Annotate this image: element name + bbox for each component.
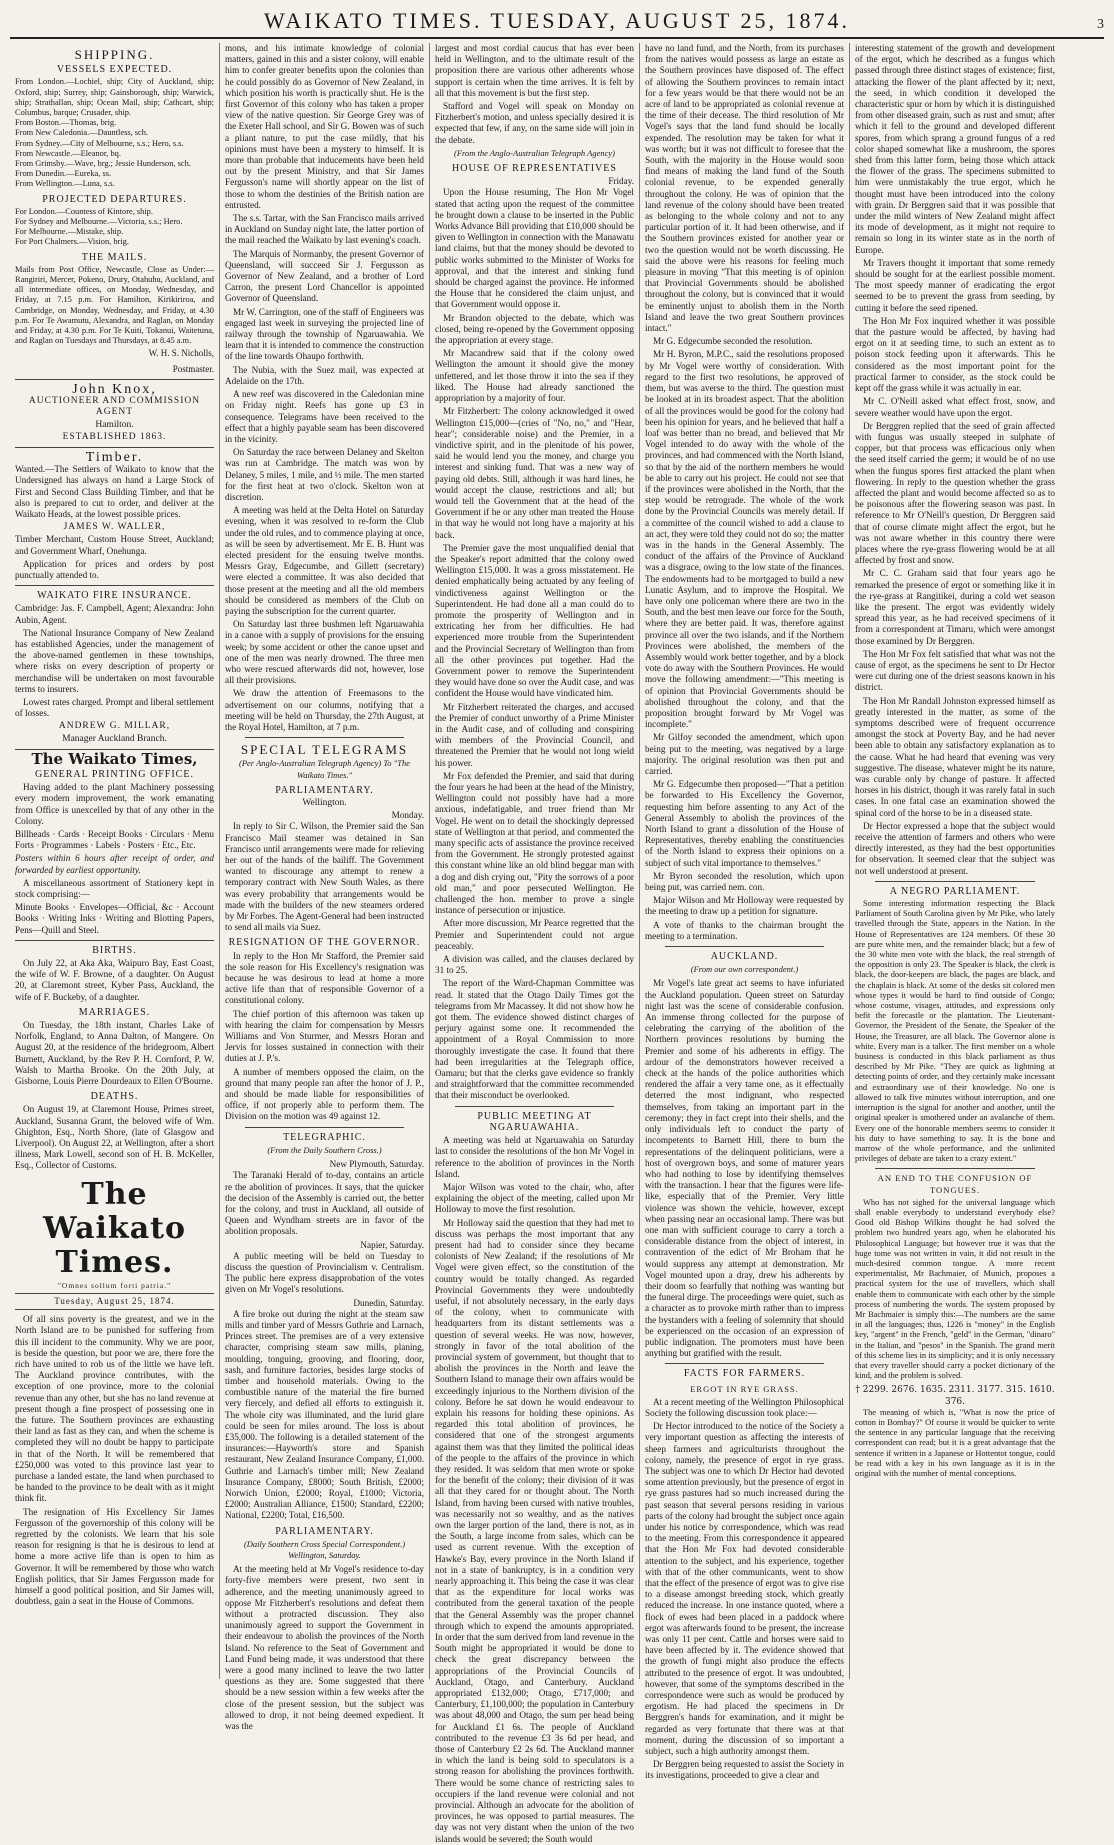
paragraph: A fire broke out during the night at the steam saw mills and timber yard of Messrs Guthrie and Larnach, Princes street. The premises are of a very extensive character, comprising steam saw mills, planing, moulding, tonguing, grooving, and flooring, door, sash, and furniture factories, besides large stocks of timber and household materials. Owing to the combustible nature of the material the fire burned very fiercely, and defied all efforts to extinguish it. The whole city was illuminated, and the lurid glare could be seen for miles around. The loss is about £35,000. The following is a detailed statement of the insurances:—Hayworth's store and Spanish restaurant, New Zealand Insurance Company, £1,000. Guthrie and Larnach's timber mill; New Zealand Insurance Company, £8000; South British, £2000; Norwich Union, £2000; Royal, £1000; Victoria, £2000; Australian Alliance, £1500; Standard, £2200; National, £2200; Total, £16,500. [225, 1308, 424, 1521]
paragraph: Major Wilson and Mr Holloway were requested by the meeting to draw up a petition for signature. [645, 895, 844, 917]
paragraph: Mr Macandrew said that if the colony owed Wellington the amount it should give the money unfettered, and let those throw it into the sea if they liked. The House had already sanctioned the appropriation by a majority of four. [435, 348, 634, 404]
millar-title: Manager Auckland Branch. [62, 733, 167, 744]
dateline: Napier, Saturday. [360, 1239, 424, 1250]
paragraph: Mr Byron seconded the resolution, which upon being put, was carried nem. con. [645, 870, 844, 893]
printing-text: Having added to the plant Machinery possessing every modern improvement, the work emanating from Office is unexcelled by that of any other in the Colony. [15, 782, 214, 826]
column-2 [220, 43, 430, 1732]
divider [15, 585, 214, 586]
paragraph: Dr Hector expressed a hope that the subject would receive the attention of farmers and others who were directly interested, as they had the best opportunities for observation. It seemed clear that the subject was not well understood at present. [855, 820, 1055, 876]
printing-items: Billheads · Cards · Receipt Books · Circulars · Menu Forts · Programmes · Labels · Posters · Etc., Etc. [15, 829, 214, 851]
paragraph: The s.s. Tartar, with the San Francisco mails arrived in Auckland on Sunday night late, the latter portion of the mail reached the Waikato by last evening's coach. [225, 213, 424, 246]
column-3 [430, 43, 640, 1844]
paragraph: A meeting was held at the Delta Hotel on Saturday evening, when it was resolved to re-form the Club under the old rules, and to commence playing at once, as will be seen by advertisement. Mr E. B. Hunt was elected president for the ensuing twelve months. Messrs Gray, Edgecumbe, and Gillett (secretary) were elected a committee. It was also decided that those present at the meeting and all the old members should be considered as members of the Club on paying the subscription for the current quarter. [225, 505, 424, 616]
auckland-sub: (From our own correspondent.) [690, 964, 799, 975]
auckland-heading: AUCKLAND. [710, 951, 779, 963]
waller-text: Timber Merchant, Custom House Street, Auckland; and Government Wharf, Onehunga. [15, 534, 214, 556]
columns [10, 43, 1104, 1844]
dateline: Friday. [608, 176, 634, 187]
list-item: From Sydney.—City of Melbourne, s.s.; Hero, s.s. [15, 138, 184, 148]
leader-paragraph: The resignation of His Excellency Sir James Fergusson of the governorship of this colony will be regretted by the colonists. We learn that his sole reason for resigning is that he is desirous to lend at home a more active life than is open to him as Governor. It will be remembered by those who watch English politics, that Sir James Fergusson made for himself a good political position, and Sir James will, doubtless, gain a seat in the House of Commons. [15, 1506, 214, 1607]
shipping-heading: SHIPPING. [74, 47, 155, 62]
paragraph: Mr Fox defended the Premier, and said that during the four years he had been at the head of the Ministry, Wellington could not possibly have had a more anxious, indefatigable, and truer friend than Mr Vogel. He went on to detail the shockingly depressed state of Wellington at that period, and commented the many specific acts of assistance the province received from the Government. He strongly protested against this constant whine like an old blind beggar man with a dog and dish crying out, "Pity the sorrows of a poor old man," and poor persecuted Wellington. He challenged the hon. member to prove a single instance of persecution or injustice. [435, 770, 634, 916]
postmaster-name: W. H. S. Nicholls, [148, 348, 214, 359]
paper-date: Tuesday, August 25, 1874. [15, 1293, 214, 1310]
divider [15, 379, 214, 380]
list-item: For Melbourne.—Mistake, ship. [15, 227, 124, 237]
paragraph: Mr G. Edgecumbe then proposed—"That a petition be forwarded to His Excellency the Governor, requesting him before assenting to any Act of the General Assembly to abolish the provinces of the North Island to grant a dissolution of the House of Representatives, thereby enabling the constituencies of the North Island to express their opinions on a subject of such vital importance to themselves." [645, 779, 844, 868]
list-item: From Wellington.—Luna, s.s. [15, 179, 115, 189]
divider [875, 881, 1035, 882]
paragraph: Mr Holloway said the question that they had met to discuss was perhaps the most important that any present had had to consider since they became colonists of New Zealand; if the resolutions of Mr Vogel were given effect, so the constitution of the country would be totally changed. As regarded Provincial Governments they were undoubtedly useful, if not absolutely necessary, in the early days of the colony, when to communicate with headquarters from its distant settlements was a question of several weeks. He was now, however, strongly in favor of the total abolition of the provincial system of government, but thought that to abolish the provinces in the North and leave the Southern Island to manage their own affairs would be exceedingly injurious to the Northern division of the colony. Before he sat down he would endeavour to explain his reasons for holding these opinions. As regarded this total abolition of provinces, he considered that one of the strongest arguments against them was that they limited the political ideas of the people to the affairs of the province in which they resided. It was seldom that men wrote or spoke for the benefit of the colony; their division of it was all that they cared for or thought about. The North Island, from having been cursed with native troubles, was necessarily not so wealthy, and as the natives own the larger portion of the land, there is not, as in the South, a large income from sales, which can be used as current revenue. With the exception of Hawke's Bay, every province in the North Island if not in a state of bankruptcy, is in a condition very nearly approaching it. This being the case it was clear that as the expenditure for local works was contributed from the general taxation of the people that the General Assembly was the proper channel through which to expend the amounts appropriated. In order that the sum derived from land revenue in the South might be appropriated it would be done to check the great discrepancy between the appropriations of the Provincial Councils of Auckland, Otago, and Canterbury. Auckland appropriated £132,000; Otago, £717,000; and Canterbury, £1,100,000; the population in Canterbury was about 48,000 and Otago, the sum per head being for Auckland £1 6s. The people of Auckland contributed to the revenue £3 3s 6d per head, and those of Canterbury £2 2s 6d. The Auckland manner in which the land is being sold to speculators is a strong reason for abolishing the provinces forthwith. There would be some chance of restricting sales to occupiers if the land revenue were colonial and not provincial. Although an advocate for the abolition of provinces, he was opposed to partial measures. The day was not very distant when the union of the two islands would be severed; the South would [435, 1217, 634, 1844]
paragraph: Dr Berggren being requested to assist the Society in its investigations, proceeded to give a clear and [645, 1759, 844, 1781]
dateline: New Plymouth, Saturday. [329, 1159, 424, 1170]
list-item: From Newcastle.—Eleanor, bq. [15, 148, 121, 158]
departures-heading: PROJECTED DEPARTURES. [42, 193, 187, 205]
paragraph: largest and most cordial caucus that has ever been held in Wellington, and to the ultimate result of the proposition there are various other adherents whose support is certain when the time arrives. It is felt by all that this movement is but the first step. [435, 43, 634, 98]
paragraph: In reply to the Hon Mr Stafford, the Premier said the sole reason for His Excellency's resignation was because he was desirous to lead at home a more active life than that of responsible Governor of a constitutional colony. [225, 950, 424, 1006]
paragraph: A vote of thanks to the chairman brought the meeting to a termination. [645, 919, 844, 941]
vessels-heading: VESSELS EXPECTED. [56, 64, 173, 76]
fire-note: Lowest rates charged. Prompt and liberal settlement of losses. [15, 696, 214, 719]
paper-motto: "Omnes sollum forti patria." [57, 1280, 172, 1290]
paragraph: On Saturday the race between Delaney and Skelton was run at Cambridge. The match was won by Delaney, 5 miles, 1 mile, and ½ mile. The men started for the first heat at two o'clock. Skelton won at discretion. [225, 447, 424, 502]
number-code: † 2299. 2676. 1635. 2311. 3177. 315. 1610. 376. [855, 1385, 1055, 1407]
telegrams-sub: (Per Anglo-Australian Telegraph Agency) To "The Waikato Times." [239, 758, 410, 780]
paper-title: The Waikato Times. [42, 1176, 186, 1280]
negro-parliament-heading: A NEGRO PARLIAMENT. [889, 885, 1021, 897]
divider [455, 1106, 614, 1107]
knox-trade: AUCTIONEER AND COMMISSION AGENT [28, 396, 201, 418]
births-heading: BIRTHS. [92, 944, 137, 956]
paragraph: Mr H. Byron, M.P.C., said the resolutions proposed by Mr Vogel were worthy of consideration. With regard to the first two resolutions, he approved of them, but was averse to the third. The question must be looked at in its broadest aspect. That the abolition of all the provinces would be good for the colony had been his opinion for years, and he believed that half a loaf was better than no bread, and believed that Mr Vogel intended to do away with the whole of the provinces, and had commenced with the North Island, so that by the aid of the northern members he would be able to carry out his project. He could not see that if the provinces were abolished in the North, that the step would be retrograde. The whole of the work done by the Provincial Councils was merely detail. If a committee of the council wished to add a clause to an act, they were told they could not do so; the matter was in the hands in the General Assembly. The conduct of the affairs of the Province of Auckland was a disgrace, owing to the low state of the finances. The endowments had to be mortgaged to build a new Lunatic Asylum, and to improve the Hospital. We have only one policeman where there are two in the South, and the best men leave our force for the South, where they are better paid. It was, therefore against province all over the two islands, and if the Northern Provinces were abolished, the members of the Assembly would work better together, and by a block vote do away with the Southern Provinces. He would move the following amendment:—"This meeting is of opinion that Provincial Governments should be abolished throughout the colony, and that the proposition brought forward by Mr Vogel was incomplete." [645, 349, 844, 730]
divider [15, 940, 214, 941]
list-item: From London.—Lochiel, ship; City of Auckland, ship; Oxford, ship; Surrey, ship; Gainsborough, ship; Warwick, ship; Strathallan, ship; Ocean Mail, ship; Cathcart, ship; Columbus, barque; Crusader, ship. [15, 77, 214, 118]
tongues-heading: AN END TO THE CONFUSION OF TONGUES. [877, 1173, 1033, 1195]
paragraph: The report of the Ward-Chapman Committee was read. It stated that the Otago Daily Times got the telegrams from Mr Macassey. It did not show how he got them. The evidence showed distinct charges of perjury against some one. It recommended the appointment of a Royal Commission to more thoroughly investigate the case. It found that there had been irregularities at the Telegraph office, Oamaru; but that the clerks gave evidence so frankly and straightforward that the committee recommended that their misconduct be overlooked. [435, 978, 634, 1101]
mails-text: Mails from Post Office, Newcastle, Close as Under:— Rangiriri, Mercer, Pokeno, Drury, Otahuhu, Auckland, and all intermediate offices, on Monday, Wednesday, and Friday, at 7.15 p.m. For Hamilton, Kirikiriroa, and Cambridge, on Monday, Wednesday, and Friday, at 4.30 p.m. For Te Awamutu, Alexandra, and Raglan, on Monday and Friday, at 4.30 p.m. For Te Kuiti, Tokanui, Waitetuna, and Raglan on Tuesdays and Thursdays, at 8.45 a.m. [15, 264, 214, 346]
timber-heading: Timber. [85, 449, 144, 465]
paragraph: Mr C. C. Graham said that four years ago he remarked the presence of ergot or something like it in the rye-grass at Rangitikei, during a cold wet season like the present. The ergot was evidently widely spread this year, as he had received specimens of it from a correspondent at Timaru, which were amongst those examined by Dr Berggren. [855, 568, 1055, 646]
deaths-text: On August 19, at Claremont House, Primes street, Auckland, Susanna Grant, the beloved wife of Wm. Ghighton, Esq., North Shore, (late of Glasgow and Liverpool). On August 22, at Wellington, after a short illness, Mark Lowell, second son of H. B. McKeller, Esq., Collector of Customs. [15, 1104, 214, 1171]
paragraph: On Saturday last three bushmen left Ngaruawahia in a canoe with a supply of provisions for the ensuing week; by some accident or other the canoe upset and one of the men was nearly drowned. The three men who were rescued afterwards did not, however, lose all their provisions. [225, 619, 424, 686]
paragraph: Stafford and Vogel will speak on Monday on Fitzherbert's motion, and unless specially desired it is expected that few, if any, on the same side will join in the debate. [435, 101, 634, 145]
parliamentary-heading: PARLIAMENTARY. [275, 784, 374, 796]
paragraph: The Hon Mr Randall Johnston expressed himself as greatly interested in the matter, as some of the symptoms described were of frequent occurrence amongst the stock at Poverty Bay, and he had never been able to obtain any satisfactory explanation as to the cause. What he had heard that evening was very suggestive. The disease, whatever might be its nature, was curable only by change of pasture. It affected horses in his district, though it was rarely fatal in such cases. In one fatal case an examination showed the spinal cord of the horse to be in a diseased state. [855, 695, 1055, 818]
dateline: Dunedin, Saturday. [353, 1297, 424, 1308]
list-item: For Sydney and Melbourne.—Victoria, s.s.; Hero. [15, 217, 183, 227]
running-head-title: WAIKATO TIMES. TUESDAY, AUGUST 25, 1874. [264, 8, 850, 33]
ergot-heading: ERGOT IN RYE GRASS. [690, 1383, 799, 1394]
paragraph: Mr Brandon objected to the debate, which was closed, being re-opened by the Government opposing the appropriation at every stage. [435, 312, 634, 346]
paragraph: Mr Vogel's late great act seems to have infuriated the Auckland population. Queen street on Saturday night last was the scene of considerable confusion. An immense throng collected for the purpose of celebrating the carrying of the abolition of the Northern provinces resolutions by burning the Premier and some of his adherents in effigy. The ardour of the demonstrators however received a check at the hands of the police authorities which rendered the affair a very tame one, as it effectually deterred the most indignant, who respected themselves, from taking an important part in the ceremony; they in fact crept into their shells, and the only individuals left to conduct the party of incompetents to Barnett Hill, there to burn the representations of the delinquent politicians, were a host of overgrown boys, and some of maturer years who had nothing to lose by identifying themselves with the transaction. I hear that the figures were life-like, especially that of the Premier. Very little violence was shown the vehicle, however, except when passing near an occasional lamp. There was but one man with sufficient courage to carry a torch a considerable distance from the object of interest, in contravention of the edict of Mr Broham that he would suppress any attempt at demonstration. Mr Vogel mounted upon a dray, drew his adherents by their doom so fearfully that nothing was wanting but the funeral dirge. The proceedings were quiet, such as a character as to provoke mirth rather than to impress the bystanders with a feeling of solemnity that should be experienced on the occasion of an expression of public indignation. The promoters must have been anything but gratified with the result. [645, 978, 844, 1359]
list-item: From Boston.—Thomas, brig. [15, 118, 117, 128]
page-number: 3 [1097, 17, 1104, 32]
running-head [10, 10, 1104, 39]
house-sub: (From the Anglo-Australian Telegraph Agency) [453, 147, 615, 158]
leader-paragraph: Of all sins poverty is the greatest, and we in the North Island are to be punished for suffering from this ill incident to the community. Why we are poor, is beside the question, but poor we are, there fore the rich have united to rob us of the little we have left. The Auckland province contributes, with the exception of one province, more to the colonial revenue than any other, but she has no land revenue at present though a fine prospect of possessing one in the future. The Southern provinces are exhausting their land as fast as they can, and when the scheme is completed they will no doubt be happy to participate in that of the North. It will be remembered that £250,000 was voted to this province last year to purchase a landed estate, the land when purchased to be handed to the province to be dealt with as it might think fit. [15, 1314, 214, 1504]
meeting-heading: PUBLIC MEETING AT NGARUAWAHIA. [477, 1110, 592, 1133]
house-heading: HOUSE OF REPRESENTATIVES [452, 163, 617, 175]
stationery-text: A miscellaneous assortment of Stationery kept in stock comprising:— [15, 877, 214, 900]
paragraph: Mr C. O'Neill asked what effect frost, snow, and severe weather would have upon the ergot. [855, 396, 1055, 418]
paragraph: In reply to Sir C. Wilson, the Premier said the San Francisco Mail steamer was detained in San Francisco until arrangements were made for relieving her out of the hands of the bailiff. The Government wanted to discourage any attempt to renew a temporary contract with New South Wales, as there was every probability that arrangements would be made with the builders of the new steamers ordered by Mr Forbes. The Agent-General had been instructed to send all mails via Suez. [225, 821, 424, 933]
millar-name: ANDREW G. MILLAR, [58, 721, 171, 732]
list-item: From Grimsby.—Wave, brg.; Jessie Hunderson, sch. [15, 159, 191, 169]
telegraphic-sub: (From the Daily Southern Cross.) [267, 1144, 382, 1155]
paragraph: The meaning of which is, "What is now the price of cotton in Bombay?" Of course it would be quicker to write the sentence in any particular language that the receiving correspondent can read; but it is a great advantage that the sentence if written in a Japanese or Hottentot tongue, could be read with a key in his own language as it is in the original with the number of mental conceptions. [855, 1407, 1055, 1478]
paragraph: At a recent meeting of the Wellington Philosophical Society the following discussion took place:— [645, 1396, 844, 1418]
paragraph: have no land fund, and the North, from its purchases from the natives would possess as large an estate as the Southern provinces have disposed of. The effect of allowing the Southern provinces to remain intact for a few years would be that there would not be an acre of land to be appropriated as colonial revenue at the time of their decease. The third resolution of Mr Vogel's says that the land fund should be locally expended. The resolution may be taken for what it was worth; but it was not difficult to foresee that the South, with the majority in the House would soon find means of making the land fund of the South colonial revenue, to be expended generally throughout the colony. He was of opinion that the land revenue of the colony should have been treated as belonging to the whole colony and not to any particular portion of it. It had been otherwise, and if the Southern provinces existed for another year or two the question would not be worth discussing. He said the above were his reasons for feeling much pleasure in moving "That this meeting is of opinion that Provincial Governments should be abolished throughout the colony, but is convinced that it would be eminently unjust to abolish them in the North Island and leave the two great Southern provinces intact." [645, 43, 844, 334]
departures-list [15, 207, 214, 248]
paragraph: Mr Gilfoy seconded the amendment, which upon being put to the meeting, was negatived by a large majority. The original resolution was then put and carried. [645, 732, 844, 776]
paragraph: interesting statement of the growth and development of the ergot, which he described as a fungus which passed through three distinct stages of existence; first, attacking the flower of the plant affected by it; next, the seed, in which condition it developed the characteristic spur or horn by which it is distinguished from other diseased grain, such as rust and smut; after which it fell to the ground and developed different spores, from which sprang a ground fungus of a red color shaped somewhat like a mushroom, the spores shed from this latter form, being those which attack the flower of the grass. The specimens submitted to him were unmistakably the true ergot, which he thought must have been introduced into the colony with grain. Dr Berggren said that it was possible that under the mild winters of New Zealand might affect its mode of development, as it might not require to remain so long in its winter state as in the north of Europe. [855, 43, 1055, 255]
fire-heading: WAIKATO FIRE INSURANCE. [37, 590, 192, 602]
dateline: Wellington. [302, 798, 347, 808]
waller-name: JAMES W. WALLER, [63, 522, 166, 533]
paragraph: Who has not sighed for the universal language which shall enable everybody to understand everybody else? Good old Bishop Wilkins thought he had solved the problem two hundred years ago, when he elaborated his Philosophical Language; but however true it was that the huge tome was not written in vain, it did not result in the much-desired common tongue. A more recent experimentalist, Mr Bachmaier, of Munich, proposes a practical system for the use of travellers, which shall enable them to communicate with each other by the simple process of numbering the words. The system proposed by Mr Bachmaier is simply this:—The numbers are the same in all the languages; thus, 1226 is "money" in the English key, "argent" in the French, "geld" in the German, "dinaro" in the Italian, and "pesos" in the Spanish. The grand merit of this scheme lies in its simplicity; and it is only necessary that every traveller should carry a pocket dictionary of the kind, and the problem is solved. [855, 1197, 1055, 1381]
knox-place: Hamilton. [95, 419, 134, 430]
column-4 [640, 43, 850, 1781]
list-item: From Dunedin.—Eureka, ss. [15, 169, 112, 179]
fire-agents: Cambridge: Jas. F. Campbell, Agent; Alexandra: John Aubin, Agent. [15, 603, 214, 625]
paragraph: At the meeting held at Mr Vogel's residence to-day forty-five members were present, two sent in adherence, and the meeting unanimously agreed to oppose Mr Fitzherbert's resolutions and defeat them without a protracted discussion. They also unanimously agreed to support the Government in their endeavour to abolish the provinces of the North Island. No reference to the Seat of Government and Land Fund being made, it was understood that there were a good many inclined to leave the two latter questions as they are. Some suggested that there should be a new session within a few weeks after the close of the present session, but the subject was allowed to drop, it not being deemed expedient. It was the [225, 1564, 424, 1732]
postmaster-title: Postmaster. [172, 363, 214, 374]
births-text: On July 22, at Aka Aka, Waipuro Bay, East Coast, the wife of W. F. Browne, of a daughter. On August 20, at Claremont street, Kyber Pass, Auckland, the wife of F. Buckeby, of a daughter. [15, 958, 214, 1002]
divider [665, 1363, 824, 1364]
divider [245, 737, 404, 738]
paragraph: The Hon Mr Fox felt satisfied that what was not the cause of ergot, as the specimens he sent to Dr Hector were cut during one of the driest seasons known in his district. [855, 648, 1055, 693]
divider [245, 1127, 404, 1128]
list-item: From New Caledonia.—Dauntless, sch. [15, 128, 149, 138]
paragraph: We draw the attention of Freemasons to the advertisement on our columns, notifying that a meeting will be held on Thursday, the 27th August, at the Royal Hotel, Hamilton, at 7 p.m. [225, 688, 424, 732]
telegraphic-heading: TELEGRAPHIC. [283, 1131, 366, 1143]
parliamentary-heading: PARLIAMENTARY. [275, 1525, 374, 1537]
paragraph: A new reef was discovered in the Caledonian mine on Friday night. Reefs has gone up £3 in consequence. Telegrams have been received to the effect that a highly payable seam has been discovered in the vicinity. [225, 389, 424, 444]
paragraph: A meeting was held at Ngaruawahia on Saturday last to consider the resolutions of the hon Mr Vogel in reference to the abolition of provinces in the North Island. [435, 1135, 634, 1179]
printing-heading: GENERAL PRINTING OFFICE. [35, 768, 194, 780]
resignation-heading: RESIGNATION OF THE GOVERNOR. [228, 937, 421, 949]
paragraph: The Taranaki Herald of to-day, contains an article re the abolition of provinces. It says, that the quicker the decision of the Assembly is carried out, the better for the colony, and trust in Auckland, all outside of Queen and Wyndham streets are in favor of the abolition proposals. [225, 1170, 424, 1237]
paragraph: A number of members opposed the claim, on the ground that many people ran after the honor of J. P., and should be made liable for responsibilities of office, if not properly able to perform them. The Division on the motion was 49 against 12. [225, 1066, 424, 1122]
paragraph: After more discussion, Mr Pearce regretted that the Premier and Superintendent could not argue peaceably. [435, 918, 634, 951]
waller-note: Application for prices and orders by post punctually attended to. [15, 558, 214, 580]
dateline: Monday. [391, 810, 424, 821]
paragraph: The Premier gave the most unqualified denial that the Speaker's report admitted that the colony owed Wellington £15,000. It was a gross misstatement. He denied emphatically being actuated by any feeling of vindictiveness against Wellington or the Superintendent. He had done all a man could do to promote the prosperity of Wellington and in extricating her from her difficulties. He had experienced more trouble from the Superintendent and the Provincial Secretary of Wellington than from all the other provinces put together. Had the Government power to remove the Superintendent they would have done so over the Audit case, and was confident the House would have vindicated him. [435, 542, 634, 699]
paragraph: The Marquis of Normanby, the present Governor of Queensland, will succeed Sir J. Fergusson as Governor of New Zealand, and a brother of Lord Carron, the present Lord Chancellor is appointed Governor of Queensland. [225, 248, 424, 304]
paragraph: Dr Hector introduced to the notice of the Society a very important question as affecting the interests of sheep farmers and agriculturists throughout the colony, namely, the presence of ergot in rye grass. The subject was one to which Dr Hector had devoted some attention previously, but the presence of ergot in rye grass pastures had so much increased during the past season that several persons residing in various parts of the colony had brought the subject once again under his notice by correspondence, which was read to the meeting. From this correspondence it appeared that the Hon Mr Fox had devoted considerable attention to the subject, and his experience, together with that of the other communicants, went to show that the effect of the presence of ergot was to give rise to a disease amongst breeding stock, which greatly reduced the increase. In one instance quoted, where a flock of ewes had been placed in a paddock where ergot was afterwards found to be present, the increase was only 11 per cent. Cattle and horses were said to have been affected by it. The evidence showed that the growth of fungi might also produce the effects attributed to the presence of ergot. It was undoubted, however, that some of the symptoms described in the correspondence were such as would be produced by ergotism. He had placed the specimens in Dr Berggren's hands for examination, and it might be regarded as very fortunate that there was at that moment, during the discussion of so important a subject, such a high authority amongst them. [645, 1421, 845, 1757]
paragraph: Dr Berggren replied that the seed of grain affected with fungus was usually steeped in sulphate of copper, but that process was efficacious only when the seed itself carried the germ; it would be of no use when the fungus spores first attacked the plant when flowering. In reply to the question whether the grass affected the plant and would become affected so as to be poisonous after the flowering season was past. In reference to Mr O'Neill's question, Dr Berggren said that of course climate might affect the ergot, but he was not aware whether in this country there were places where the rye-grass flowering would be at all affected by frost and snow. [855, 420, 1055, 566]
list-item: For Port Chalmers.—Vision, brig. [15, 237, 129, 247]
paragraph: Mr G. Edgecumbe seconded the resolution. [653, 336, 813, 347]
paragraph: A division was called, and the clauses declared by 31 to 25. [435, 954, 634, 976]
paragraph: mons, and his intimate knowledge of colonial matters, gained in this and a sister colony, will enable him to confer greater benefits upon the colonies than he could possibly do as Governor of New Zealand, in which position his worth is practically shut. He is the first Governor of this colony who has taken a proper view of the native question. Sir George Grey was of the Exeter Hall school, and Sir G. Bowen was of such a pliant nature, to put the case mildly, that his opinions must have been a mystery to himself. It is more than probable that inducements have been held out by the present Ministry, and that Sir James Fergusson's name will shortly appear on the list of those to whom the destinies of the British nation are entrusted. [225, 43, 424, 210]
deaths-heading: DEATHS. [90, 1091, 139, 1103]
paragraph: Major Wilson was voted to the chair, who, after explaining the object of the meeting, called upon Mr Holloway to move the first resolution. [435, 1181, 634, 1215]
parliamentary-sub: (Daily Southern Cross Special Correspondent.) Wellington, Saturday. [243, 1538, 406, 1560]
paragraph: The chief portion of this afternoon was taken up with hearing the claim for compensation by Messrs Williams and Von Sturmer, and Messrs Horan and Jervis for losses sustained in connection with their duties at J. P.'s. [225, 1008, 424, 1064]
printing-note: Posters within 6 hours after receipt of order, and forwarded by earliest opportunity. [15, 853, 214, 875]
newspaper-page [10, 8, 1104, 1844]
paragraph: Mr Fitzherbert reiterated the charges, and accused the Premier of conduct unworthy of a Prime Minister in the Audit case, and of colluding and conspiring with members of the Provincial Council, and threatened the Premier that he would not long wield his power. [435, 701, 634, 768]
paragraph: Mr Travers thought it important that some remedy should be sought for at the earliest possible moment. The most speedy manner of eradicating the ergot seemed to be to prevent the grass from seeding, by cutting it before the seed ripened. [855, 257, 1055, 313]
paragraph: Mr Fitzherbert: The colony acknowledged it owed Wellington £15,000—(cries of "No, no," and "Hear, hear"; considerable noise) and the Premier, in a vindictive spirit, and in the plenitude of his power, said he would lend you the money, and charge you interest and sinking fund. That was a new way of paying old debts. Still, although it was hard lines, he would accept the clause, restrictions and all; but would tell the Government that at the head of the Government if he or any other man treated the House in that way he would not long have a majority at his back. [435, 406, 634, 540]
telegrams-heading: SPECIAL TELEGRAMS [240, 742, 409, 758]
paragraph: The Nubia, with the Suez mail, was expected at Adelaide on the 17th. [225, 364, 424, 386]
list-item: For London.—Countess of Kintore, ship. [15, 206, 153, 216]
timber-text: Wanted.—The Settlers of Waikato to know that the Undersigned has always on hand a Large Stock of First and Second Class Building Timber, and that he also is prepared to cut to order, and deliver at the Waikato Heads, at the lowest possible prices. [15, 464, 214, 519]
column-5 [850, 43, 1060, 1679]
paragraph: Mr W. Carrington, one of the staff of Engineers was engaged last week in surveying the projected line of railway through the township of Ngaruawahia. We learn that it is intended to commence the construction of the line towards Ohaupo forthwith. [225, 306, 424, 362]
fire-text: The National Insurance Company of New Zealand has established Agencies, under the management of the above-named gentlemen in these townships, where risks on every description of property or merchandise will be undertaken on most favourable terms to insurers. [15, 627, 214, 694]
paragraph: The Hon Mr Fox inquired whether it was possible that the pasture would be affected, by having had ergot on it at seeding time, to such an extent as to poison stock feeding upon it afterwards. This he considered as the most important point for the practical farmer to consider, as the stock could be kept off the grass while it was actually in ear. [855, 315, 1055, 394]
knox-name: John Knox, [72, 381, 157, 397]
farmers-heading: FACTS FOR FARMERS. [683, 1368, 806, 1380]
divider [15, 447, 214, 448]
knox-established: ESTABLISHED 1863. [62, 431, 167, 442]
marriages-text: On Tuesday, the 18th instant, Charles Lake of Norfolk, England, to Anna Dalton, of Mangere. On August 20, at the residence of the bridegroom, Albert Burnett, Auckland, by the Rev P. H. Cornford, P. W. Walsh to Martha Brooke. On the 20th July, at Gisborne, Louis Pierre Dourdeaux to Ellen O'Bourne. [15, 1020, 214, 1087]
paragraph: Some interesting information respecting the Black Parliament of South Carolina given by Mr Pike, who lately travelled through the State, appears in the Nation. In the House of Representatives are 124 members. Of these 30 are pure white men, and the remainder black; but a few of the 30 white men vote with the black, the real strength of the opposition is only 23. The Speaker is black, the clerk is black, the door-keepers are black, the pages are black, and the chaplain is black. At some of the desks sit colored men whose types it would be hard to find outside of Congo; whose costume, visages, attitudes, and expressions only befit the forecastle or the plantation. The Lieutenant-Governor, the President of the Senate, the Speaker of the House, the Treasurer, are all black. The Governor alone is white. Every man is a talker. The first member on a whole business is conducted in this black parliament as thus described by Mr Pike. "They are quick as lightning at detecting points of order, and they certainly make incessant and extraordinary use of their knowledge. No one is allowed to talk five minutes without interruption, and one interruption is the signal for another and another, until the original speaker is smothered under an avalanche of them. Every one of the honorable members seems to consider it his duty to have something to say. It is the bone and marrow of the whole performance, and the unlimited privileges of debate are taken to a crazy extent." [855, 899, 1055, 1164]
vessels-list [15, 77, 214, 189]
paragraph: Upon the House resuming, The Hon Mr Vogel stated that acting upon the request of the committee he brought down a clause to be inserted in the Public Works Advance Bill providing that £10,000 should be given to Wellington in connection with the Manawatu land claims, but that the money should be devoted to public works submitted to the Minister of Works for approval, and that the interest and sinking fund should be charged against the province. He informed the House that he considered the claim unjust, and that Government would oppose it. [435, 187, 634, 310]
printing-title: The Waikato Times, [31, 749, 198, 768]
stationery-items: Minute Books · Envelopes—Official, &c · Account Books · Writing Inks · Writing and Blotting Papers, Pens—Quill and Steel. [15, 902, 214, 935]
paragraph: A public meeting will be held on Tuesday to discuss the question of Provincialism v. Centralism. The public here express disapprobation of the votes given on Mr Vogel's resolutions. [225, 1250, 424, 1295]
divider [875, 1168, 1035, 1169]
column-1 [10, 43, 220, 1679]
marriages-heading: MARRIAGES. [78, 1006, 151, 1018]
divider [665, 946, 824, 947]
mails-heading: THE MAILS. [81, 251, 148, 263]
